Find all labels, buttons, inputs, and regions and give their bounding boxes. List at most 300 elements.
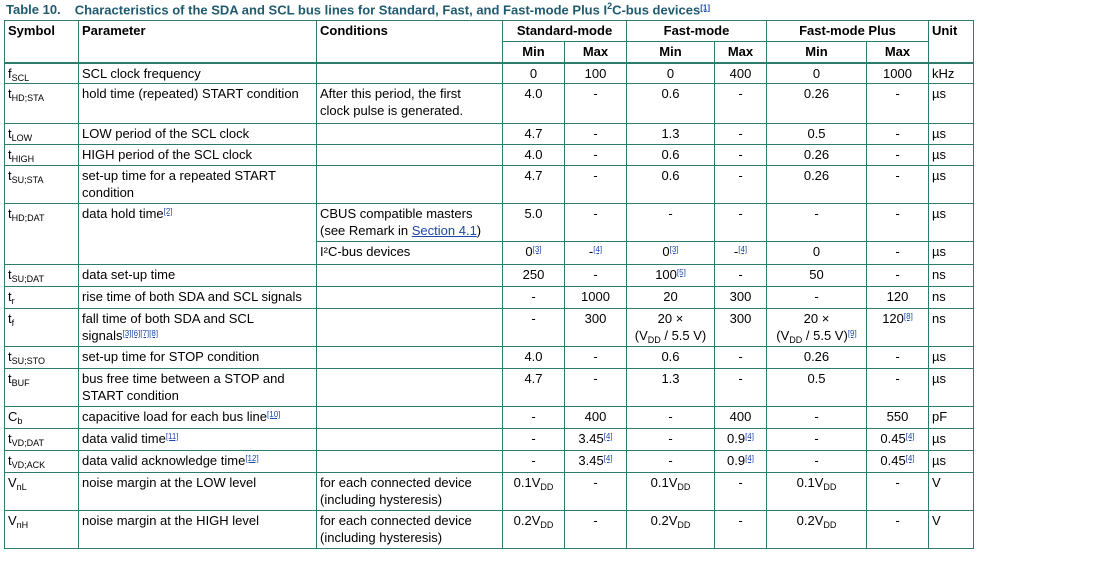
value-text: 0.1V: [513, 475, 541, 490]
sm-max-cell: 400: [565, 407, 627, 429]
parameter-line: set-up time for a repeated START: [82, 168, 276, 183]
symbol-cell: [5, 287, 79, 309]
fm-min-cell: [627, 242, 715, 265]
value-text: 100: [655, 267, 677, 282]
condition-line: (including hysteresis): [320, 492, 443, 507]
symbol-text: f: [8, 65, 12, 81]
unit-cell: µs: [929, 204, 974, 242]
symbol-cell: [5, 63, 79, 84]
unit-cell: µs: [929, 166, 974, 204]
fm-min-cell: -: [627, 204, 715, 242]
fm-max-cell: 400: [715, 407, 767, 429]
table-row-thddat: [5, 204, 974, 242]
fm-min-cell: -: [627, 429, 715, 451]
symbol-cell: [5, 511, 79, 549]
fm-max-cell: [715, 242, 767, 265]
value-subscript: DD: [789, 335, 803, 345]
unit-cell: ns: [929, 309, 974, 347]
fm-max-cell: [715, 429, 767, 451]
unit-cell: pF: [929, 407, 974, 429]
symbol-cell: [5, 309, 79, 347]
bus-characteristics-table: [4, 20, 974, 549]
sm-max-cell: -: [565, 204, 627, 242]
sm-max-cell: 100: [565, 63, 627, 84]
table-row-fscl: [5, 63, 974, 84]
value-subscript: DD: [647, 335, 661, 345]
symbol-cell: [5, 429, 79, 451]
sm-min-cell: -: [503, 407, 565, 429]
sm-max-cell: -: [565, 145, 627, 166]
table-row-tsudat: [5, 265, 974, 287]
footnote-link[interactable]: [4]: [603, 454, 613, 463]
header-symbol: Symbol: [5, 21, 79, 63]
fp-max-cell: -: [867, 347, 929, 369]
fp-max-cell: -: [867, 473, 929, 511]
value-subscript: DD: [823, 520, 837, 530]
sm-max-cell: -: [565, 124, 627, 145]
fm-max-cell: -: [715, 511, 767, 549]
table-row-tvdack: [5, 451, 974, 473]
fm-max-cell: -: [715, 84, 767, 124]
conditions-cell: [317, 124, 503, 145]
fm-min-cell: 1.3: [627, 124, 715, 145]
symbol-subscript: SU;STO: [11, 356, 45, 366]
unit-cell: µs: [929, 145, 974, 166]
value-text: 3.45: [578, 431, 604, 446]
parameter-cell: noise margin at the HIGH level: [79, 511, 317, 549]
fp-max-cell: -: [867, 124, 929, 145]
symbol-subscript: HIGH: [11, 154, 35, 164]
value-subscript: DD: [677, 520, 691, 530]
sm-min-cell: 0: [503, 63, 565, 84]
fm-min-cell: [627, 309, 715, 347]
fp-max-cell: -: [867, 242, 929, 265]
fp-max-cell: -: [867, 369, 929, 407]
sm-min-cell: -: [503, 309, 565, 347]
sm-min-cell: -: [503, 429, 565, 451]
fm-min-cell: 0.6: [627, 84, 715, 124]
table-number: Table 10.: [6, 2, 61, 18]
parameter-cell: [79, 451, 317, 473]
conditions-cell: [317, 407, 503, 429]
footnote-link[interactable]: [4]: [603, 432, 613, 441]
fm-max-cell: 400: [715, 63, 767, 84]
symbol-subscript: b: [17, 416, 23, 426]
footnote-link[interactable]: [4]: [745, 454, 754, 463]
footnote-link[interactable]: [2]: [163, 207, 173, 216]
sm-max-cell: -: [565, 347, 627, 369]
fp-max-cell: 120: [867, 287, 929, 309]
fp-min-cell: 0.26: [767, 166, 867, 204]
symbol-subscript: BUF: [11, 378, 30, 388]
header-sm-min: Min: [503, 42, 565, 63]
conditions-cell: [317, 287, 503, 309]
value-text: 0.9: [727, 431, 746, 446]
value-text: 0.9: [727, 453, 746, 468]
parameter-cell: [79, 166, 317, 204]
value-text: 0.2V: [796, 513, 824, 528]
value-text: 0: [525, 244, 533, 259]
fm-min-cell: 0.6: [627, 166, 715, 204]
parameter-cell: LOW period of the SCL clock: [79, 124, 317, 145]
fp-min-cell: [767, 309, 867, 347]
value-text: -: [733, 244, 739, 259]
unit-cell: ns: [929, 287, 974, 309]
footnote-link[interactable]: [3]: [532, 245, 542, 254]
fp-max-cell: -: [867, 84, 929, 124]
conditions-cell: [317, 369, 503, 407]
fm-max-cell: -: [715, 265, 767, 287]
symbol-text: t: [8, 206, 12, 221]
unit-cell: µs: [929, 124, 974, 145]
value-subscript: DD: [540, 520, 554, 530]
conditions-cell: [317, 347, 503, 369]
fm-min-cell: 0: [627, 63, 715, 84]
sm-max-cell: 300: [565, 309, 627, 347]
parameter-line: bus free time between a STOP and: [82, 371, 285, 386]
unit-cell: ns: [929, 265, 974, 287]
symbol-cell: [5, 473, 79, 511]
conditions-cell: [317, 309, 503, 347]
parameter-text: capacitive load for each bus line: [82, 409, 268, 424]
unit-cell: µs: [929, 429, 974, 451]
fm-max-cell: -: [715, 473, 767, 511]
symbol-text: t: [8, 147, 12, 162]
fp-max-cell: -: [867, 204, 929, 242]
sm-max-cell: -: [565, 166, 627, 204]
conditions-cell: [317, 429, 503, 451]
fm-min-cell: -: [627, 451, 715, 473]
footnote-link[interactable]: [11]: [165, 432, 179, 441]
sm-max-cell: -: [565, 511, 627, 549]
sm-min-cell: -: [503, 451, 565, 473]
symbol-text: t: [8, 453, 12, 468]
sm-min-cell: [503, 511, 565, 549]
parameter-cell: [79, 407, 317, 429]
fp-min-cell: 0: [767, 242, 867, 265]
condition-line: (including hysteresis): [320, 530, 443, 545]
symbol-text: t: [8, 431, 12, 446]
table-row-tvddat: [5, 429, 974, 451]
fp-max-cell: [867, 429, 929, 451]
sm-max-cell: 1000: [565, 287, 627, 309]
sm-min-cell: 250: [503, 265, 565, 287]
parameter-text: data valid time: [82, 431, 166, 446]
title-superscript: 2: [607, 1, 613, 11]
parameter-cell: [79, 429, 317, 451]
fm-min-cell: 0.6: [627, 347, 715, 369]
header-parameter: Parameter: [79, 21, 317, 63]
parameter-cell: HIGH period of the SCL clock: [79, 145, 317, 166]
symbol-text: t: [8, 371, 12, 386]
value-text: 0.1V: [796, 475, 824, 490]
footnote-link[interactable]: [12]: [245, 454, 259, 463]
footnote-link[interactable]: [3]: [669, 245, 679, 254]
value-subscript: DD: [823, 482, 837, 492]
header-fp-min: Min: [767, 42, 867, 63]
fm-min-cell: 1.3: [627, 369, 715, 407]
value-text: (V: [634, 328, 648, 343]
sm-min-cell: [503, 242, 565, 265]
symbol-subscript: HD;STA: [11, 93, 44, 103]
table-row-thigh: [5, 145, 974, 166]
sm-min-cell: 4.0: [503, 84, 565, 124]
condition-line: for each connected device: [320, 513, 472, 528]
sm-max-cell: -: [565, 265, 627, 287]
table-row-tr: [5, 287, 974, 309]
parameter-cell: noise margin at the LOW level: [79, 473, 317, 511]
symbol-cell: [5, 265, 79, 287]
symbol-subscript: f: [11, 318, 15, 328]
symbol-subscript: nL: [16, 482, 27, 492]
fp-max-cell: -: [867, 265, 929, 287]
unit-cell: µs: [929, 242, 974, 265]
fm-max-cell: 300: [715, 287, 767, 309]
symbol-cell: [5, 347, 79, 369]
fp-min-cell: -: [767, 451, 867, 473]
footnote-link[interactable]: [9]: [847, 329, 857, 338]
parameter-cell: [79, 309, 317, 347]
header-fm-min: Min: [627, 42, 715, 63]
table-caption: [6, 1, 710, 19]
value-text: 0.2V: [650, 513, 678, 528]
fp-min-cell: 0.26: [767, 347, 867, 369]
conditions-cell: [317, 63, 503, 84]
unit-cell: µs: [929, 451, 974, 473]
symbol-cell: [5, 407, 79, 429]
sm-max-cell: -: [565, 369, 627, 407]
symbol-subscript: SU;DAT: [11, 274, 44, 284]
table-title-tail: C-bus devices: [612, 2, 701, 18]
value-text: 20 ×: [657, 311, 684, 326]
fp-max-cell: -: [867, 511, 929, 549]
sm-min-cell: [503, 473, 565, 511]
table-title: Characteristics of the SDA and SCL bus lines for Standard, Fast, and Fast-mode Plus I: [74, 2, 608, 18]
sm-min-cell: 4.7: [503, 166, 565, 204]
sm-min-cell: 4.0: [503, 347, 565, 369]
symbol-subscript: SCL: [11, 72, 30, 83]
symbol-text: C: [8, 409, 18, 424]
parameter-line: fall time of both SDA and SCL: [82, 311, 254, 326]
symbol-subscript: SU;STA: [11, 175, 44, 185]
parameter-text: data valid acknowledge time: [82, 453, 246, 468]
fp-max-cell: -: [867, 166, 929, 204]
conditions-cell: I²C-bus devices: [317, 242, 503, 265]
condition-line: CBUS compatible masters: [320, 206, 473, 221]
table-row-tbuf: [5, 369, 974, 407]
value-text: 120: [882, 311, 904, 326]
sm-min-cell: -: [503, 287, 565, 309]
symbol-subscript: nH: [16, 520, 29, 530]
conditions-cell: [317, 473, 503, 511]
fm-max-cell: 300: [715, 309, 767, 347]
sm-max-cell: [565, 429, 627, 451]
fm-max-cell: -: [715, 166, 767, 204]
condition-line: After this period, the first: [320, 86, 461, 101]
symbol-text: V: [8, 513, 17, 528]
value-subscript: DD: [677, 482, 691, 492]
fp-max-cell: 1000: [867, 63, 929, 84]
sm-min-cell: 5.0: [503, 204, 565, 242]
value-text: 0.1V: [650, 475, 678, 490]
table-row-tf: [5, 309, 974, 347]
fm-min-cell: [627, 473, 715, 511]
fm-max-cell: [715, 451, 767, 473]
header-standard-mode: Standard-mode: [503, 21, 627, 42]
symbol-subscript: VD;DAT: [11, 438, 44, 448]
symbol-text: t: [8, 86, 12, 101]
footnote-link[interactable]: [3][6][7][8]: [122, 329, 159, 338]
parameter-cell: hold time (repeated) START condition: [79, 84, 317, 124]
footnote-link[interactable]: [4]: [745, 432, 754, 441]
fm-max-cell: -: [715, 369, 767, 407]
value-text: 0.2V: [513, 513, 541, 528]
section-link[interactable]: Section 4.1: [411, 223, 477, 238]
symbol-text: t: [8, 289, 12, 304]
unit-cell: µs: [929, 84, 974, 124]
condition-line: (see Remark in: [320, 223, 412, 238]
symbol-subscript: HD;DAT: [11, 213, 45, 223]
value-subscript: DD: [540, 482, 554, 492]
symbol-text: t: [8, 311, 12, 326]
symbol-cell: [5, 166, 79, 204]
fp-min-cell: [767, 473, 867, 511]
table-row-tlow: [5, 124, 974, 145]
value-text: 20 ×: [803, 311, 830, 326]
footnote-link[interactable]: [10]: [267, 410, 281, 419]
value-text: / 5.5 V): [660, 328, 707, 343]
unit-cell: V: [929, 511, 974, 549]
conditions-cell: [317, 204, 503, 242]
fp-min-cell: -: [767, 287, 867, 309]
footnote-link[interactable]: [4]: [905, 454, 915, 463]
fp-min-cell: 0.5: [767, 369, 867, 407]
fm-max-cell: -: [715, 145, 767, 166]
header-sm-max: Max: [565, 42, 627, 63]
footnote-link[interactable]: [4]: [593, 245, 603, 254]
symbol-subscript: r: [11, 296, 15, 306]
symbol-cell: [5, 451, 79, 473]
fp-max-cell: 550: [867, 407, 929, 429]
fp-max-cell: [867, 451, 929, 473]
header-fast-mode-plus: Fast-mode Plus: [767, 21, 929, 42]
header-fp-max: Max: [867, 42, 929, 63]
conditions-cell: [317, 84, 503, 124]
symbol-text: t: [8, 267, 12, 282]
fp-min-cell: 0.26: [767, 145, 867, 166]
conditions-cell: [317, 145, 503, 166]
sm-max-cell: -: [565, 473, 627, 511]
fp-max-cell: [867, 309, 929, 347]
table-row-vnh: [5, 511, 974, 549]
value-text: 3.45: [578, 453, 604, 468]
unit-cell: V: [929, 473, 974, 511]
fp-min-cell: 0.26: [767, 84, 867, 124]
parameter-cell: set-up time for STOP condition: [79, 347, 317, 369]
table-row-vnl: [5, 473, 974, 511]
fm-max-cell: -: [715, 347, 767, 369]
caption-footnote-link[interactable]: [1]: [700, 3, 711, 13]
unit-cell: µs: [929, 347, 974, 369]
value-text: / 5.5 V): [802, 328, 848, 343]
symbol-text: t: [8, 126, 12, 141]
parameter-cell: [79, 369, 317, 407]
parameter-line: START condition: [82, 388, 179, 403]
fp-min-cell: -: [767, 429, 867, 451]
symbol-text: t: [8, 168, 12, 183]
parameter-cell: SCL clock frequency: [79, 63, 317, 84]
fm-max-cell: -: [715, 124, 767, 145]
symbol-cell: [5, 84, 79, 124]
symbol-cell: [5, 204, 79, 265]
sm-max-cell: [565, 451, 627, 473]
conditions-cell: [317, 265, 503, 287]
fm-min-cell: -: [627, 407, 715, 429]
parameter-cell: rise time of both SDA and SCL signals: [79, 287, 317, 309]
table-header: [5, 21, 974, 63]
sm-max-cell: [565, 242, 627, 265]
condition-line: for each connected device: [320, 475, 472, 490]
fm-min-cell: [627, 511, 715, 549]
conditions-cell: [317, 511, 503, 549]
parameter-cell: [79, 204, 317, 265]
sm-max-cell: -: [565, 84, 627, 124]
fp-min-cell: 0: [767, 63, 867, 84]
symbol-subscript: VD;ACK: [11, 460, 46, 470]
value-text: (V: [776, 328, 790, 343]
unit-cell: kHz: [929, 63, 974, 84]
fp-min-cell: -: [767, 407, 867, 429]
conditions-cell: [317, 166, 503, 204]
value-text: -: [588, 244, 594, 259]
parameter-text: data hold time: [82, 206, 164, 221]
table-row-thdsta: [5, 84, 974, 124]
header-fast-mode: Fast-mode: [627, 21, 767, 42]
table-row-tsusto: [5, 347, 974, 369]
footnote-link[interactable]: [4]: [905, 432, 915, 441]
fp-min-cell: 50: [767, 265, 867, 287]
parameter-line: signals: [82, 328, 123, 343]
footnote-link[interactable]: [8]: [903, 312, 913, 321]
value-text: 0.45: [880, 431, 906, 446]
header-fm-max: Max: [715, 42, 767, 63]
symbol-text: t: [8, 349, 12, 364]
symbol-subscript: LOW: [11, 133, 33, 143]
parameter-cell: data set-up time: [79, 265, 317, 287]
value-text: 0: [662, 244, 670, 259]
table-row-cb: [5, 407, 974, 429]
header-unit: Unit: [929, 21, 974, 63]
sm-min-cell: 4.7: [503, 124, 565, 145]
unit-cell: µs: [929, 369, 974, 407]
footnote-link[interactable]: [4]: [738, 245, 748, 254]
fp-min-cell: -: [767, 204, 867, 242]
fm-min-cell: 0.6: [627, 145, 715, 166]
condition-line: ): [476, 223, 482, 238]
fm-min-cell: [627, 265, 715, 287]
condition-line: clock pulse is generated.: [320, 103, 464, 118]
symbol-cell: [5, 124, 79, 145]
symbol-text: V: [8, 475, 17, 490]
footnote-link[interactable]: [5]: [676, 268, 686, 277]
table-row-tsusta: [5, 166, 974, 204]
symbol-cell: [5, 369, 79, 407]
fp-min-cell: [767, 511, 867, 549]
fm-min-cell: 20: [627, 287, 715, 309]
sm-min-cell: 4.7: [503, 369, 565, 407]
parameter-line: condition: [82, 185, 135, 200]
sm-min-cell: 4.0: [503, 145, 565, 166]
